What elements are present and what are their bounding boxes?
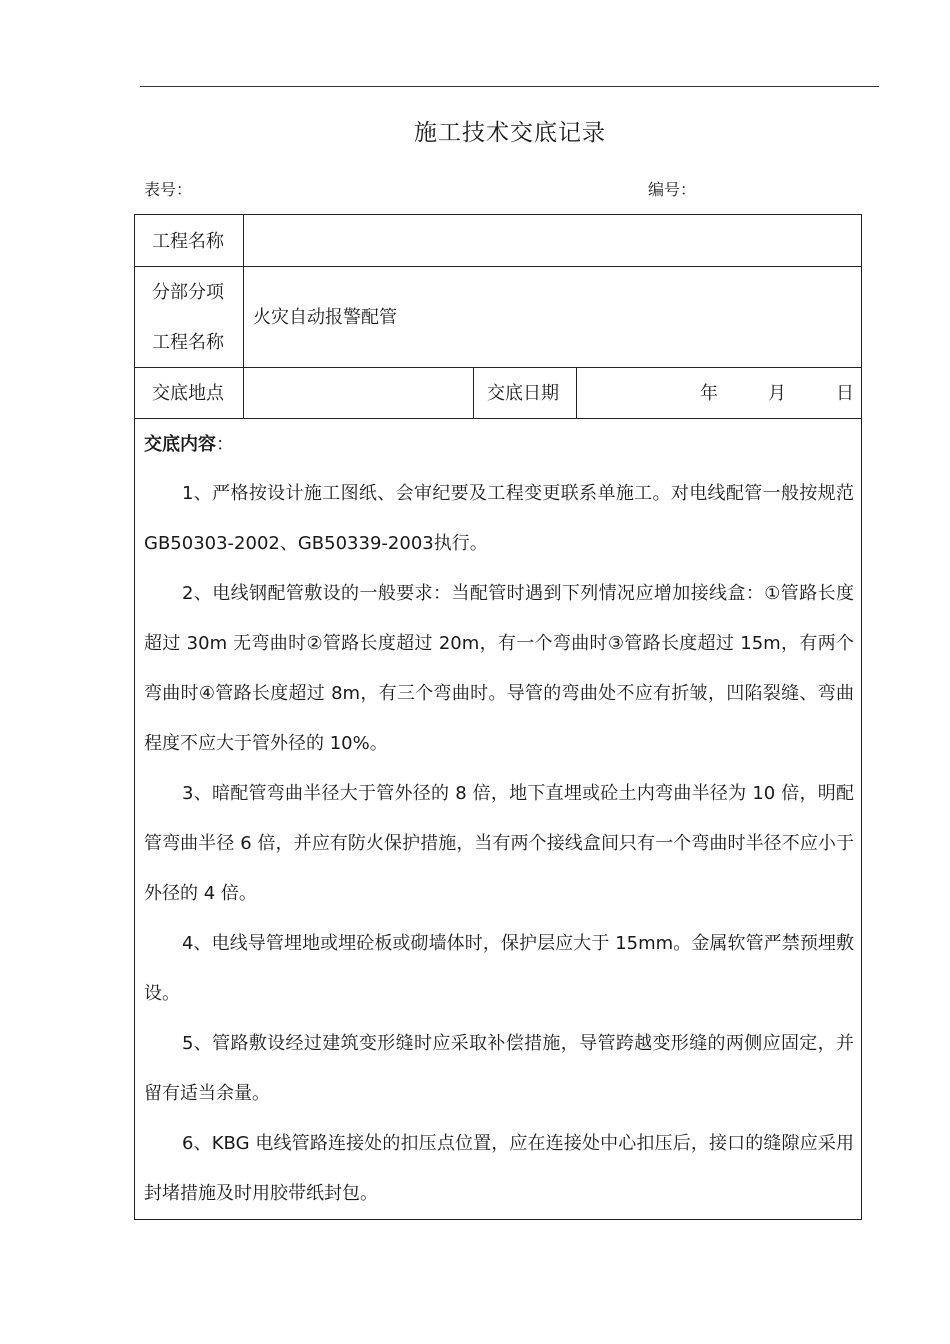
location-label: 交底地点: [152, 383, 224, 404]
content-paragraph: 2、电线钢配管敷设的一般要求：当配管时遇到下列情况应增加接线盒：①管路长度超过 30m 无弯曲时②管路长度超过 20m，有一个弯曲时③管路长度超过 15m，有两个弯曲时④管路长度超过 8m，有三个弯曲时。导管的弯曲处不应有折皱，凹陷裂缝、弯曲程度不应大于管外径的 10%。: [144, 583, 854, 754]
column-divider: [243, 215, 244, 418]
table-number-label: 表号：: [144, 180, 193, 199]
content-paragraph: 5、管路敷设经过建筑变形缝时应采取补偿措施，导管跨越变形缝的两侧应固定，并留有适当余量。: [144, 1033, 854, 1104]
date-label: 交底日期: [487, 383, 559, 404]
row-divider: [135, 418, 861, 419]
content-paragraph: 1、严格按设计施工图纸、会审纪要及工程变更联系单施工。对电线配管一般按规范 GB50303-2002、GB50339-2003执行。: [144, 483, 854, 554]
document-title: 施工技术交底记录: [414, 120, 606, 146]
content-paragraph: 4、电线导管埋地或埋砼板或砌墙体时，保护层应大于 15mm。金属软管严禁预埋敷设。: [144, 933, 854, 1004]
content-heading: [144, 430, 234, 456]
content-paragraph: 6、KBG 电线管路连接处的扣压点位置，应在连接处中心扣压后，接口的缝隙应采用封堵措施及时用胶带纸封包。: [144, 1133, 854, 1204]
disclosure-form: [134, 214, 862, 1220]
column-divider: [473, 367, 474, 418]
serial-number-label: 编号：: [648, 180, 697, 199]
header-rule: [140, 86, 879, 87]
date-day-label: 日: [836, 383, 854, 404]
date-month-label: 月: [768, 383, 786, 404]
date-year-label: 年: [700, 383, 718, 404]
content-paragraph: 3、暗配管弯曲半径大于管外径的 8 倍，地下直埋或砼土内弯曲半径为 10 倍，明配管弯曲半径 6 倍，并应有防火保护措施，当有两个接线盒间只有一个弯曲时半径不应小于外径的 4 倍。: [144, 783, 854, 904]
project-name-label: 工程名称: [152, 231, 224, 252]
content-heading-text: 交底内容: [144, 434, 216, 455]
subproject-name-field[interactable]: 火灾自动报警配管: [253, 307, 397, 328]
subproject-label-line1: 分部分项: [152, 282, 224, 303]
content-heading-colon: ：: [216, 434, 234, 455]
subproject-label-line2: 工程名称: [152, 332, 224, 353]
column-divider: [576, 367, 577, 418]
content-body: [144, 469, 854, 1219]
